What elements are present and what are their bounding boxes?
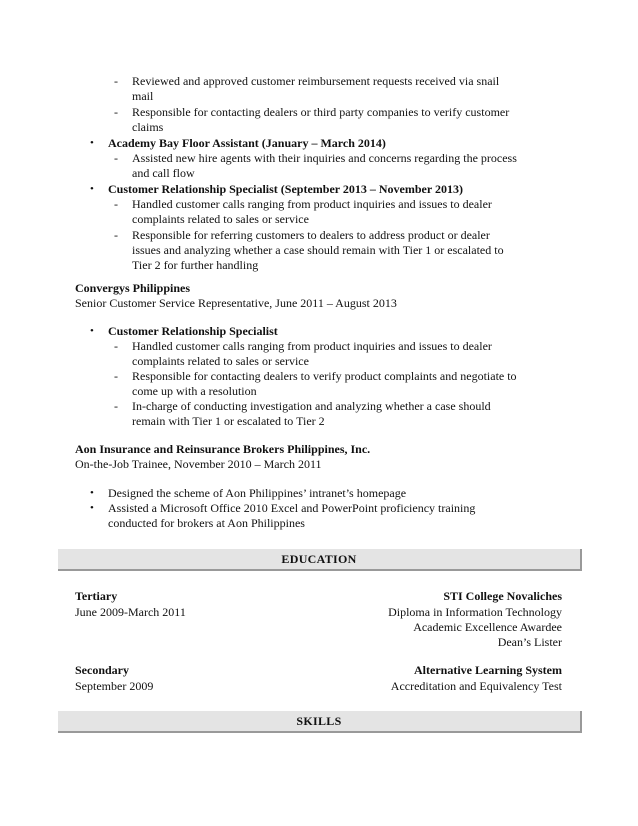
section-title: EDUCATION <box>281 552 357 566</box>
section-title: SKILLS <box>296 714 342 728</box>
duty-line: Handled customer calls ranging from product inquiries and issues to dealer <box>132 197 492 211</box>
dash-marker: - <box>114 228 118 242</box>
education-detail: Academic Excellence Awardee <box>413 620 562 634</box>
education-detail: Diploma in Information Technology <box>388 605 562 619</box>
education-dates: June 2009-March 2011 <box>75 605 186 619</box>
education-level: Secondary <box>75 663 129 677</box>
dash-marker: - <box>114 105 118 119</box>
role-title: Academy Bay Floor Assistant (January – March 2014) <box>108 136 386 150</box>
dash-marker: - <box>114 197 118 211</box>
duty-line: remain with Tier 1 or escalated to Tier 2 <box>132 414 325 428</box>
duty-line: and call flow <box>132 166 195 180</box>
duty-line: Tier 2 for further handling <box>132 258 259 272</box>
role-title: Customer Relationship Specialist <box>108 324 278 338</box>
duty-line: complaints related to sales or service <box>132 212 309 226</box>
duty-line: issues and analyzing whether a case should remain with Tier 1 or escalated to <box>132 243 504 257</box>
education-level: Tertiary <box>75 589 118 603</box>
duty-line: mail <box>132 89 154 103</box>
duty-line: Responsible for referring customers to dealers to address product or dealer <box>132 228 490 242</box>
duty-line: come up with a resolution <box>132 384 257 398</box>
education-dates: September 2009 <box>75 679 154 693</box>
bullet-icon: • <box>90 325 94 337</box>
dash-marker: - <box>114 74 118 88</box>
duty-line: Handled customer calls ranging from product inquiries and issues to dealer <box>132 339 492 353</box>
duty-line: Responsible for contacting dealers to verify product complaints and negotiate to <box>132 369 517 383</box>
skills-section-header <box>58 711 582 733</box>
duty-line: In-charge of conducting investigation and analyzing whether a case should <box>132 399 491 413</box>
duty-line: Reviewed and approved customer reimbursement requests received via snail <box>132 74 500 88</box>
bullet-icon: • <box>90 183 94 195</box>
duty-line: complaints related to sales or service <box>132 354 309 368</box>
bullet-icon: • <box>90 502 94 514</box>
company-name: Aon Insurance and Reinsurance Brokers Philippines, Inc. <box>75 442 371 456</box>
school-name: Alternative Learning System <box>414 663 562 677</box>
bullet-line: conducted for brokers at Aon Philippines <box>108 516 305 530</box>
school-name: STI College Novaliches <box>443 589 562 603</box>
dash-marker: - <box>114 151 118 165</box>
duty-line: claims <box>132 120 164 134</box>
bullet-icon: • <box>90 487 94 499</box>
dash-marker: - <box>114 399 118 413</box>
company-name: Convergys Philippines <box>75 281 191 295</box>
position-line: Senior Customer Service Representative, June 2011 – August 2013 <box>75 296 397 310</box>
dash-marker: - <box>114 369 118 383</box>
duty-line: Assisted new hire agents with their inquiries and concerns regarding the process <box>132 151 517 165</box>
bullet-line: Designed the scheme of Aon Philippines’ intranet’s homepage <box>108 486 407 500</box>
position-line: On-the-Job Trainee, November 2010 – March 2011 <box>75 457 322 471</box>
dash-marker: - <box>114 339 118 353</box>
education-detail: Accreditation and Equivalency Test <box>390 679 562 693</box>
education-detail: Dean’s Lister <box>497 635 562 649</box>
duty-line: Responsible for contacting dealers or third party companies to verify customer <box>132 105 510 119</box>
role-title: Customer Relationship Specialist (September 2013 – November 2013) <box>108 182 463 196</box>
bullet-icon: • <box>90 137 94 149</box>
education-section-header <box>58 549 582 571</box>
bullet-line: Assisted a Microsoft Office 2010 Excel and PowerPoint proficiency training <box>108 501 476 515</box>
